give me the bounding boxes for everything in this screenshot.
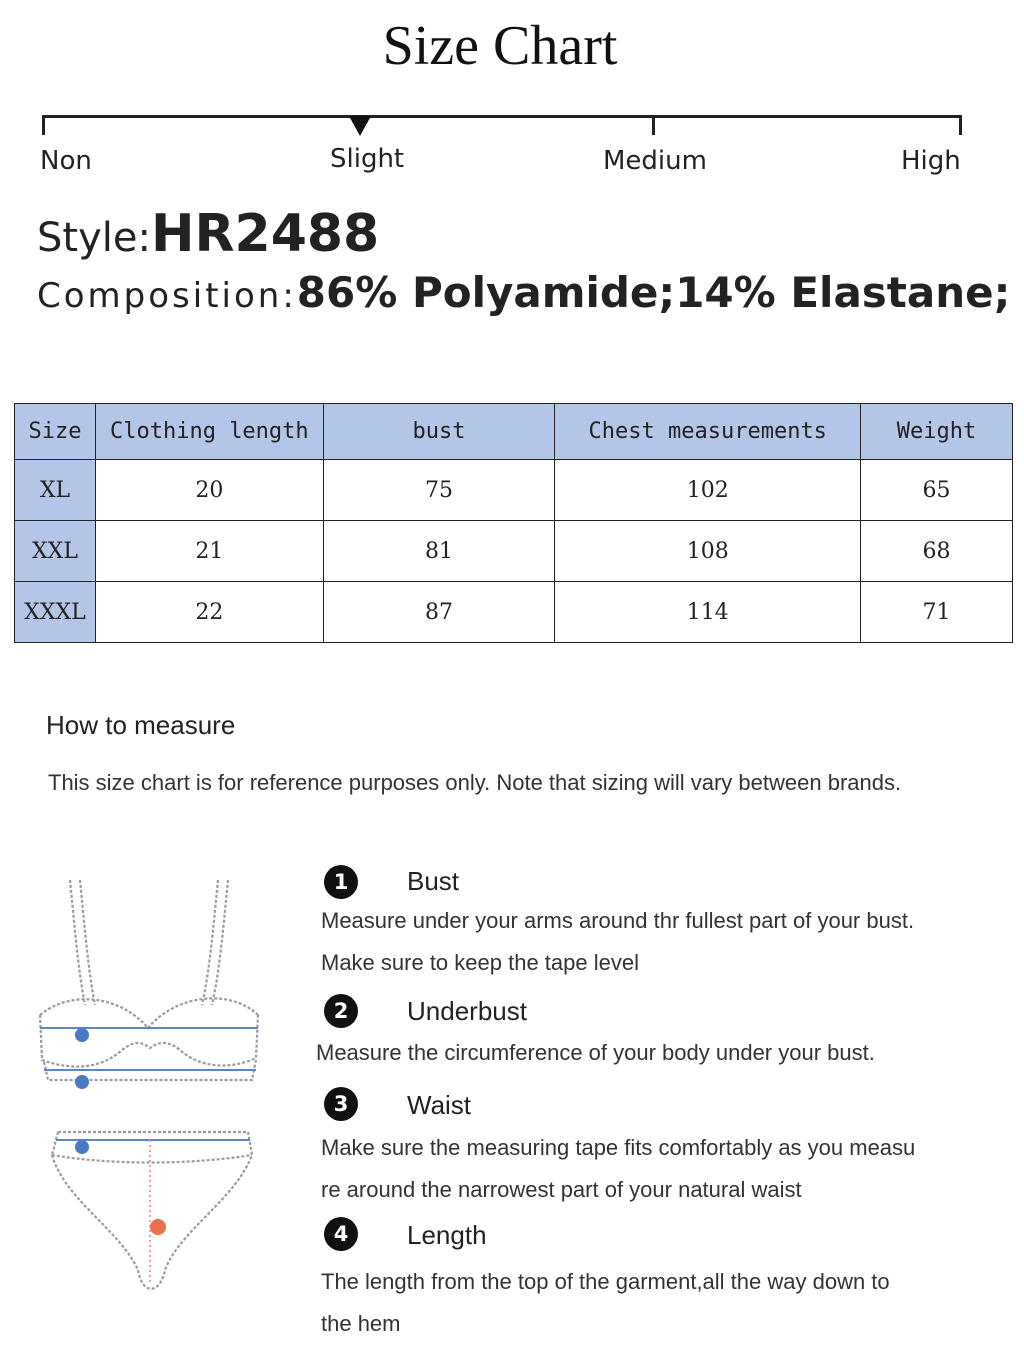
- table-cell: 20: [95, 460, 323, 521]
- size-table: [14, 403, 1013, 643]
- style-line: [37, 204, 379, 264]
- table-row: [15, 521, 1013, 582]
- measure-point-length-icon: [150, 1219, 166, 1235]
- number-2-icon: 2: [324, 994, 358, 1028]
- measure-point-waist-icon: [75, 1140, 89, 1154]
- table-cell: 65: [861, 460, 1013, 521]
- table-row: [15, 582, 1013, 643]
- table-cell: 21: [95, 521, 323, 582]
- step-title: Waist: [407, 1090, 472, 1120]
- table-cell: 102: [555, 460, 861, 521]
- scale-tick: [959, 115, 962, 135]
- step-title: Underbust: [407, 996, 527, 1026]
- table-cell: 114: [555, 582, 861, 643]
- style-value: HR2488: [150, 204, 380, 264]
- number-1-icon: 1: [324, 865, 358, 899]
- scale-axis: [42, 115, 962, 118]
- scale-label-high: High: [901, 146, 961, 176]
- table-cell: 108: [555, 521, 861, 582]
- table-cell: 87: [323, 582, 555, 643]
- page-title: Size Chart: [382, 15, 618, 77]
- scale-label-medium: Medium: [603, 146, 707, 176]
- step-description: Make sure the measuring tape fits comfortably as you measu: [321, 1135, 916, 1160]
- column-header: bust: [323, 404, 555, 460]
- step-description: Measure the circumference of your body under your bust.: [316, 1040, 875, 1065]
- number-3-icon: 3: [324, 1087, 358, 1121]
- composition-line: [37, 268, 1010, 317]
- column-header: Clothing length: [95, 404, 323, 460]
- size-chart-disclaimer: This size chart is for reference purposes only. Note that sizing will vary between brands.: [48, 770, 902, 795]
- composition-label: Composition:: [37, 276, 297, 316]
- scale-tick: [652, 115, 655, 135]
- scale-tick: [42, 115, 45, 135]
- column-header: Size: [15, 404, 96, 460]
- column-header: Weight: [861, 404, 1013, 460]
- table-cell: 75: [323, 460, 555, 521]
- table-cell: 68: [861, 521, 1013, 582]
- step-description: Measure under your arms around thr fullest part of your bust.: [321, 908, 915, 933]
- measure-point-underbust-icon: [75, 1075, 89, 1089]
- measure-point-bust-icon: [75, 1028, 89, 1042]
- scale-label-non: Non: [40, 146, 92, 176]
- table-cell: 81: [323, 521, 555, 582]
- step-description: the hem: [321, 1311, 401, 1336]
- table-row: [15, 460, 1013, 521]
- stretch-selected-marker-icon: [349, 116, 371, 136]
- scale-label-slight: Slight: [330, 144, 405, 174]
- table-cell-size: XXXL: [15, 582, 96, 643]
- step-title: Bust: [407, 866, 460, 896]
- bikini-measurement-illustration: [30, 870, 270, 1310]
- table-cell: 71: [861, 582, 1013, 643]
- step-title: Length: [407, 1220, 487, 1250]
- step-description: The length from the top of the garment,all the way down to: [321, 1269, 890, 1294]
- style-label: Style:: [37, 215, 151, 261]
- step-description: re around the narrowest part of your natural waist: [321, 1177, 802, 1202]
- number-4-icon: 4: [324, 1217, 358, 1251]
- table-cell-size: XL: [15, 460, 96, 521]
- step-description: Make sure to keep the tape level: [321, 950, 639, 975]
- table-cell: 22: [95, 582, 323, 643]
- composition-value: 86% Polyamide;14% Elastane;: [296, 268, 1011, 317]
- how-to-measure-heading: How to measure: [46, 710, 236, 740]
- table-header-row: [15, 404, 1013, 460]
- column-header: Chest measurements: [555, 404, 861, 460]
- table-cell-size: XXL: [15, 521, 96, 582]
